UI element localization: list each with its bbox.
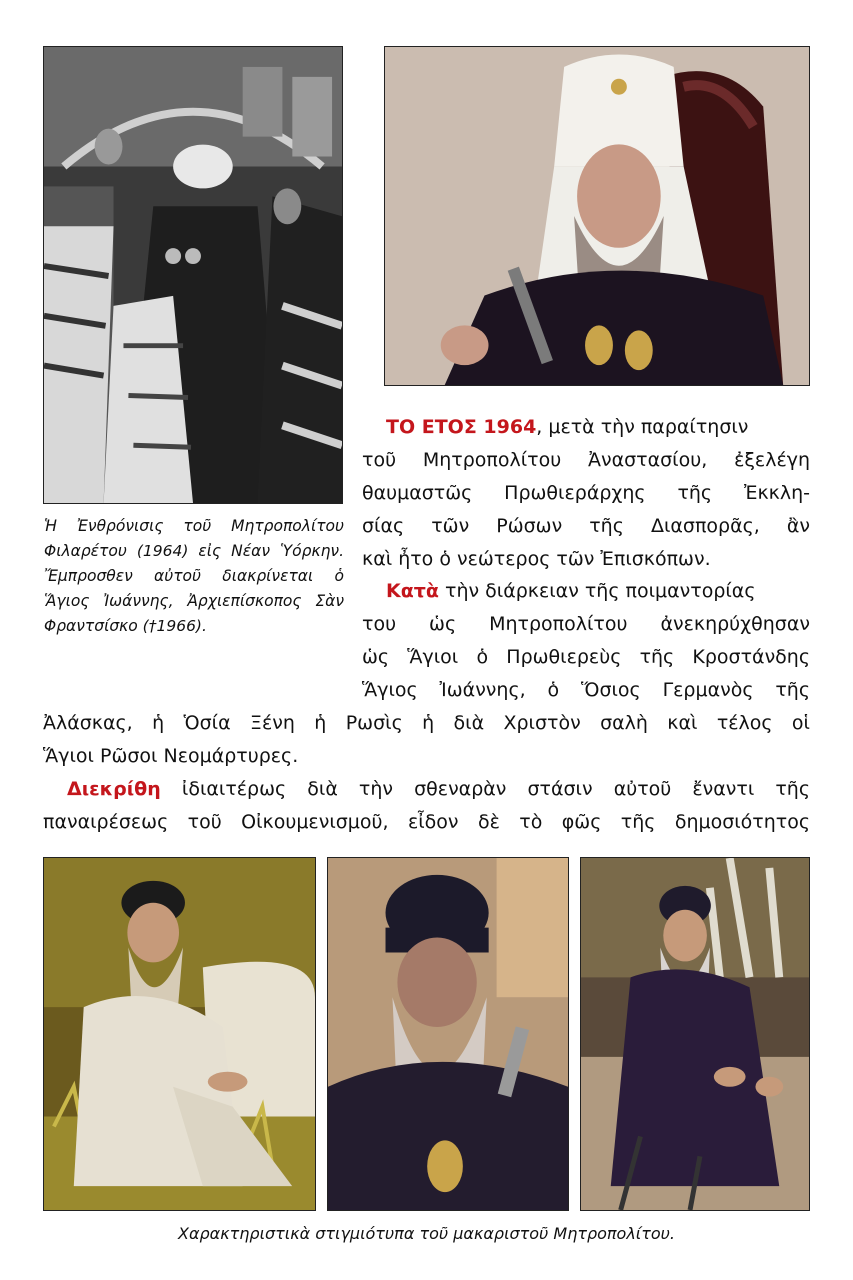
enthronement-photo — [43, 46, 343, 504]
paragraph-2-lead: Κατὰ — [386, 580, 439, 602]
paragraph-3-line-1: ἰδιαιτέρως διὰ τὴν σθεναρὰν στάσιν αὐτοῦ ἔναντι τῆς — [181, 778, 810, 800]
paragraph-3-line-2: παναιρέσεως τοῦ Οἰκουμενισμοῦ, εἶδον δὲ τὸ φῶς τῆς δημοσιότητος — [43, 811, 810, 833]
paragraph-3-lead: Διεκρίθη — [67, 778, 161, 800]
metropolitan-closeup — [327, 857, 569, 1211]
paragraph-2-line-2: του ὡς Μητροπολίτου ἀνεκηρύχθησαν — [362, 613, 810, 635]
paragraph-2-line-1: τὴν διάρκειαν τῆς ποιμαντορίας — [445, 580, 756, 602]
metropolitan-seated — [580, 857, 810, 1211]
paragraph-1-line-1: , μετὰ τὴν παραίτησιν — [536, 416, 749, 438]
paragraph-2-line-6: Ἅγιοι Ρῶσοι Νεομάρτυρες. — [43, 745, 299, 767]
paragraph-2-line-4: Ἅγιος Ἰωάννης, ὁ Ὅσιος Γερμανὸς τῆς — [362, 679, 810, 701]
photos-caption: Χαρακτηριστικὰ στιγμιότυπα τοῦ μακαριστοῦ Μητροπολίτου. — [178, 1224, 675, 1243]
paragraph-2-line-3: ὡς Ἅγιοι ὁ Πρωθιερεὺς τῆς Κροστάνδης — [362, 646, 810, 668]
paragraph-2-line-5: Ἀλάσκας, ἡ Ὁσία Ξένη ἡ Ρωσὶς ἡ διὰ Χριστὸν σαλὴ καὶ τέλος οἱ — [43, 712, 810, 734]
enthronement-caption: Ἡ Ἐνθρόνισις τοῦ Μητροπολίτου Φιλαρέτου (1964) εἰς Νέαν Ὑόρκην. Ἔμπροσθεν αὐτοῦ διακρίνεται ὁ Ἅγιος Ἰωάννης, Ἀρχιεπίσκοπος Σὰν Φραντσίσκο (†1966). — [44, 517, 344, 635]
paragraph-1-line-4: σίας τῶν Ρώσων τῆς Διασπορᾶς, ἂν — [362, 515, 810, 537]
paragraph-1-line-2: τοῦ Μητροπολίτου Ἀναστασίου, ἐξελέγη — [362, 449, 810, 471]
paragraph-1-line-5: καὶ ἦτο ὁ νεώτερος τῶν Ἐπισκόπων. — [362, 548, 711, 570]
paragraph-1-lead: ΤΟ ΕΤΟΣ 1964 — [386, 416, 537, 438]
paragraph-1-line-3: θαυμαστῶς Πρωθιεράρχης τῆς Ἐκκλη- — [362, 482, 810, 504]
metropolitan-outdoors — [43, 857, 316, 1211]
metropolitan-portrait — [384, 46, 810, 386]
